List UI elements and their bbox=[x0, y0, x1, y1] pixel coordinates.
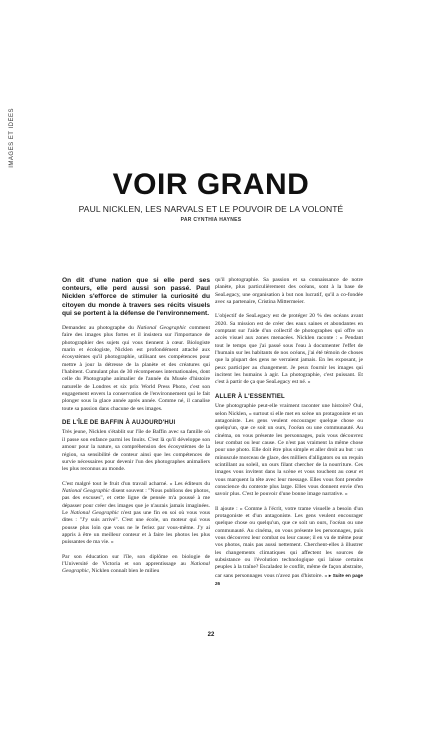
page-number: 22 bbox=[207, 632, 215, 638]
article-title: VOIR GRAND bbox=[112, 168, 310, 201]
body-paragraph: Par son éducation sur l'île, son diplôme en biologie de l'Université de Victoria et son apprentissage au National Geographic, Nicklen connaît bien le milieu bbox=[62, 553, 210, 575]
body-paragraph: Il ajoute : « Comme à l'écrit, votre trame visuelle a besoin d'un protagoniste et d'un antagoniste. Les gens veulent encourager quelque chose ou quelqu'un, que ce soit un ours, l'océan ou une communauté. Au cinéma, on vous présente les personnages, puis vous découvrez leur combat ou leur cause; il en va de même pour vos photos, mais pas aussi nettement. Cherchent-elles à illustrer les changements climatiques qui affectent les sources de subsistance ou l'évolution technologique qui laisse certains peuples à la traîne? Escaladez le conflit, même de façon abstraite, car sans personnages vous n'avez pas d'histoire. » ▸ Suite en page 26 bbox=[215, 505, 363, 587]
right-column bbox=[215, 277, 363, 595]
article-byline: PAR CYNTHIA HAYNES bbox=[180, 217, 242, 223]
left-column bbox=[62, 277, 210, 583]
body-paragraph: Très jeune, Nicklen s'établit sur l'île de Baffin avec sa famille où il passe son enfance parmi les Inuits. C'est là qu'il développe son amour pour la nature, sa compréhension des écosystèmes de la région, sa sensibilité de conteur ainsi que les compétences de survie nécessaires pour devenir l'un des photographes animaliers les plus reconnus au monde. bbox=[62, 429, 210, 473]
body-paragraph: qu'il photographie. Sa passion et sa connaissance de notre planète, plus particulièrement des océans, sont à la base de SeaLegacy, une organisation à but non lucratif, qu'il a co-fondée avec sa partenaire, Cristina Mittermeier. bbox=[215, 277, 363, 306]
article-header bbox=[0, 170, 422, 223]
lede-paragraph: On dit d'une nation que si elle perd ses conteurs, elle perd aussi son passé. Paul Nicklen s'efforce de stimuler la curiosité du citoyen du monde à travers ses récits visuels qui se portent à la défense de l'environnement. bbox=[62, 277, 210, 317]
body-paragraph: C'est malgré tout le fruit d'un travail acharné. « Les éditeurs du National Geographic disent souvent : "Nous publions des photos, pas des excuses", et cette ligne de pensée m'a poussé à me dépasser pour créer des images que je n'aurais jamais imaginées. Le National Geographic n'est pas une fin en soi où vous vous dites : "J'y suis arrivé". C'est une école, un moteur qui vous pousse plus loin que vous ne le feriez par vous-même. J'y ai appris à être un meilleur conteur et à faire les photos les plus puissantes de ma vie. » bbox=[62, 480, 211, 546]
section-label: IMAGES ET IDÉES bbox=[9, 108, 15, 168]
article-subtitle: PAUL NICKLEN, LES NARVALS ET LE POUVOIR DE LA VOLONTÉ bbox=[78, 204, 344, 214]
section-heading: ALLER À L'ESSENTIEL bbox=[215, 393, 285, 400]
body-paragraph: L'objectif de SeaLegacy est de protéger 20 % des océans avant 2020. Sa mission est de créer des eaux saines et abondantes en comptant sur l'aide d'un collectif de photographes qui offre un accès visuel aux zones menacées. Nicklen raconte : « Pendant tout le temps que j'ai passé sous l'eau à documenter l'effet de l'humain sur les habitants de nos océans, j'ai été témoin de choses que la plupart des gens ne verraient jamais. En les exposant, je peux participer au changement. Je peux fournir les images qui incitent les humains à agir. La photographie, c'est puissant. Et c'est à partir de ça que SeaLegacy est né. » bbox=[215, 313, 363, 386]
section-heading: DE L'ÎLE DE BAFFIN À AUJOURD'HUI bbox=[62, 420, 176, 427]
body-paragraph: Une photographie peut-elle vraiment raconter une histoire? Oui, selon Nicklen, « surtout si elle met en scène un protagoniste et un antagoniste. Les gens veulent encourager quelque chose ou quelqu'un, que ce soit un ours, l'océan ou une communauté. Au cinéma, on vous présente les personnages, puis vous découvrez leur combat ou leur cause. Ce n'est pas vraiment la même chose pour une photo. Elle doit être plus simple et aller droit au but : un minuscule morceau de glace, des milliers d'alligators ou un requin scintillant au soleil, un ours filant chercher de la nourriture. Ces images vous invitent dans la scène et vous touchent au cœur et vous marquent la tête avec leur message. Elles vous font prendre conscience du contexte plus large. Elles vous donnent envie d'en savoir plus. C'est le pouvoir d'une bonne image narrative. » bbox=[215, 403, 363, 498]
body-paragraph: Demandez au photographe du National Geographic comment faire des images plus fortes et il insistera sur l'importance de photographier des sujets qui vous tiennent à cœur. Biologiste marin et écologiste, Nicklen est profondément attaché aux écosystèmes qu'il photographie, utilisant ses compétences pour mettre à jour la détresse de la planète et des créatures qui l'habitent. Cumulant plus de 30 récompenses internationales, dont celle du Photographe animalier de l'année du Musée d'histoire naturelle de Londres et six prix World Press Photo, c'est son engagement envers la conservation de l'environnement qui le fait plonger sous la glace année après année. Comme né, il canalise toute sa passion dans chacune de ses images. bbox=[62, 325, 211, 412]
continued-note: ▸ Suite en page 26 bbox=[215, 572, 363, 587]
